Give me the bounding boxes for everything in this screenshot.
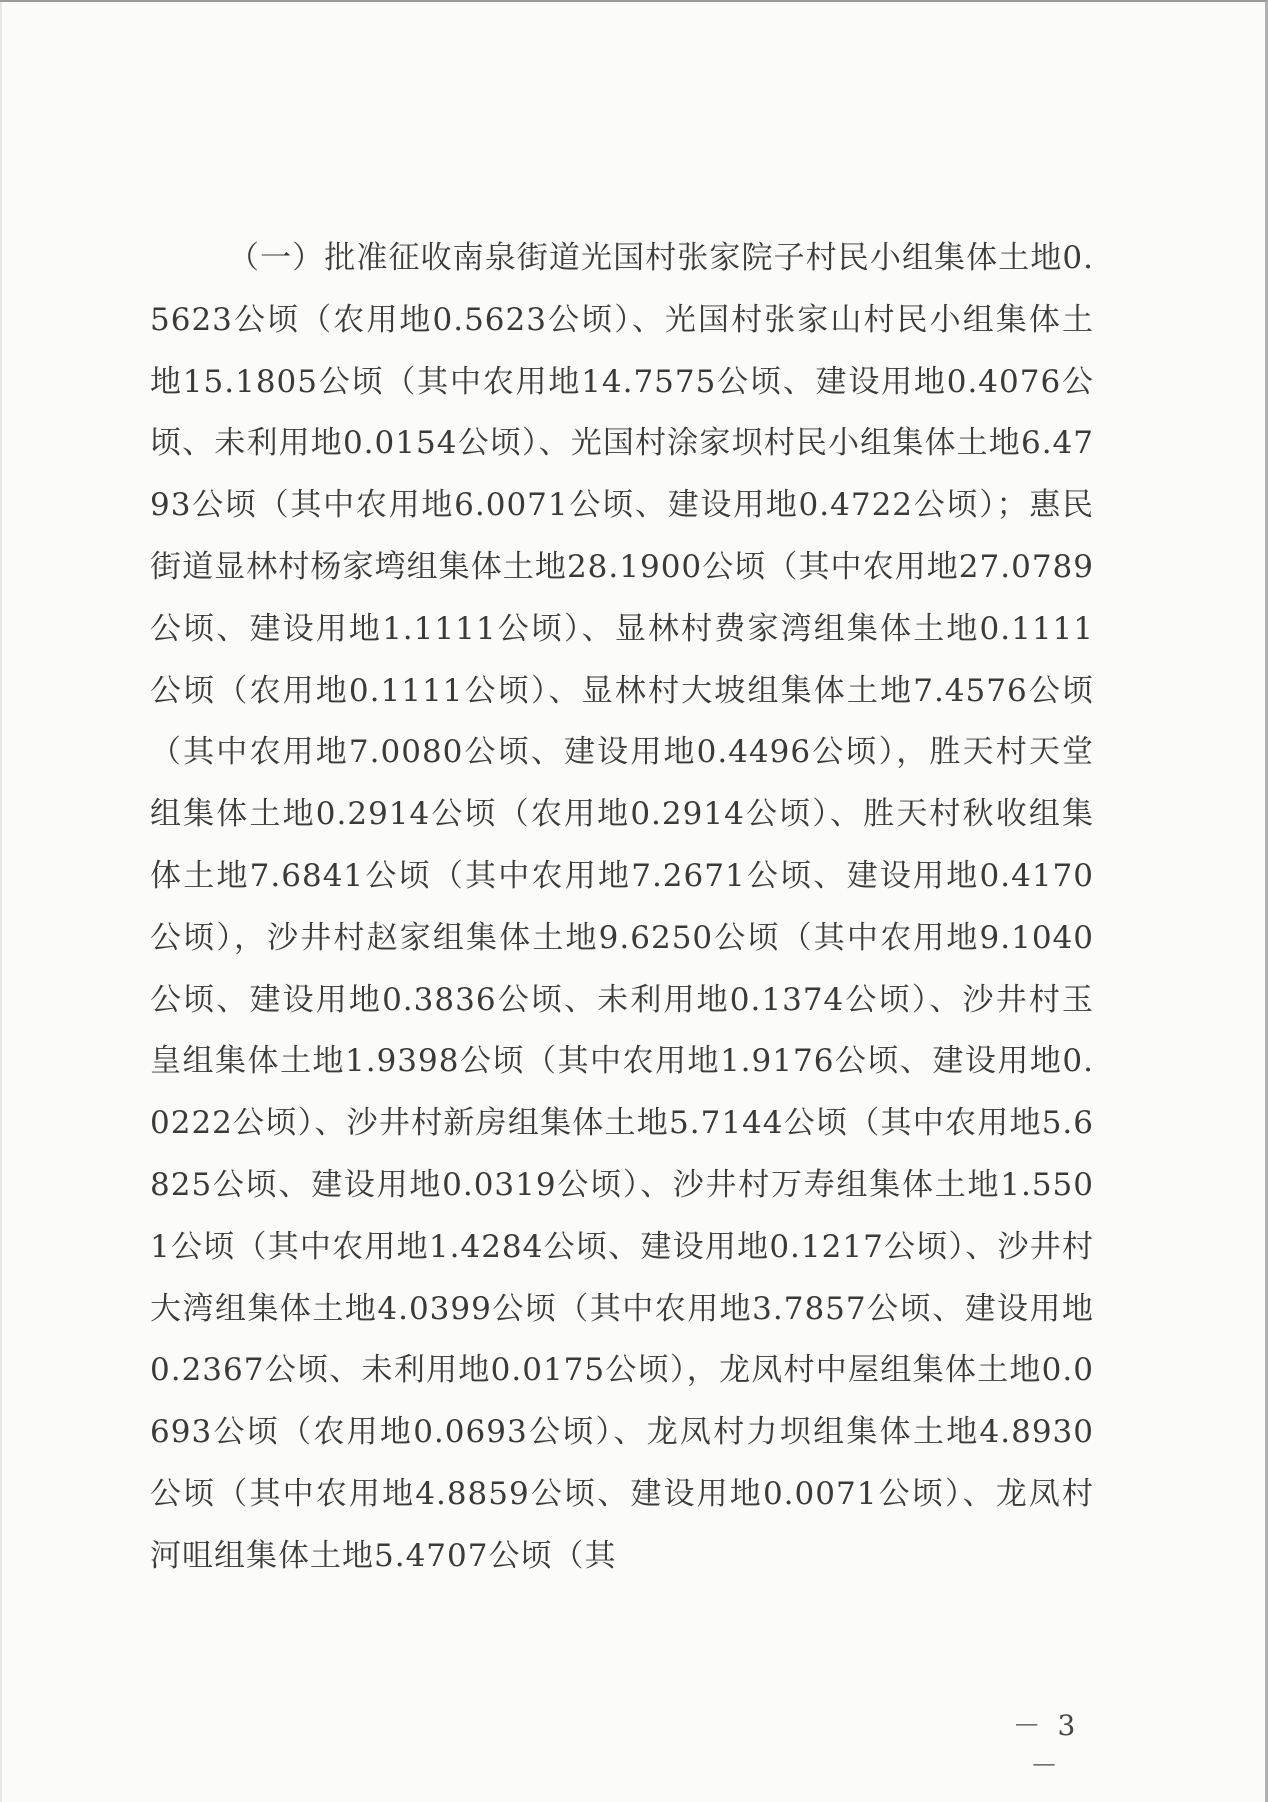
page-number: － 3 － [1012,1709,1080,1782]
scan-edge [0,2,2,1802]
body-paragraph: （一）批准征收南泉街道光国村张家院子村民小组集体土地0.5623公顷（农用地0.5623公顷）、光国村张家山村民小组集体土地15.1805公顷（其中农用地14.7575公顷、建设用地0.4076公顷、未利用地0.0154公顷）、光国村涂家坝村民小组集体土地6.4793公顷（其中农用地6.0071公顷、建设用地0.4722公顷）；惠民街道显林村杨家塆组集体土地28.1900公顷（其中农用地27.0789公顷、建设用地1.1111公顷）、显林村费家湾组集体土地0.1111公顷（农用地0.1111公顷）、显林村大坡组集体土地7.4576公顷（其中农用地7.0080公顷、建设用地0.4496公顷），胜天村天堂组集体土地0.2914公顷（农用地0.2914公顷）、胜天村秋收组集体土地7.6841公顷（其中农用地7.2671公顷、建设用地0.4170公顷），沙井村赵家组集体土地9.6250公顷（其中农用地9.1040公顷、建设用地0.3836公顷、未利用地0.1374公顷）、沙井村玉皇组集体土地1.9398公顷（其中农用地1.9176公顷、建设用地0.0222公顷）、沙井村新房组集体土地5.7144公顷（其中农用地5.6825公顷、建设用地0.0319公顷）、沙井村万寿组集体土地1.5501公顷（其中农用地1.4284公顷、建设用地0.1217公顷）、沙井村大湾组集体土地4.0399公顷（其中农用地3.7857公顷、建设用地0.2367公顷、未利用地0.0175公顷），龙凤村中屋组集体土地0.0693公顷（农用地0.0693公顷）、龙凤村力坝组集体土地4.8930公顷（其中农用地4.8859公顷、建设用地0.0071公顷）、龙凤村河咀组集体土地5.4707公顷（其 [150,240,1094,1574]
